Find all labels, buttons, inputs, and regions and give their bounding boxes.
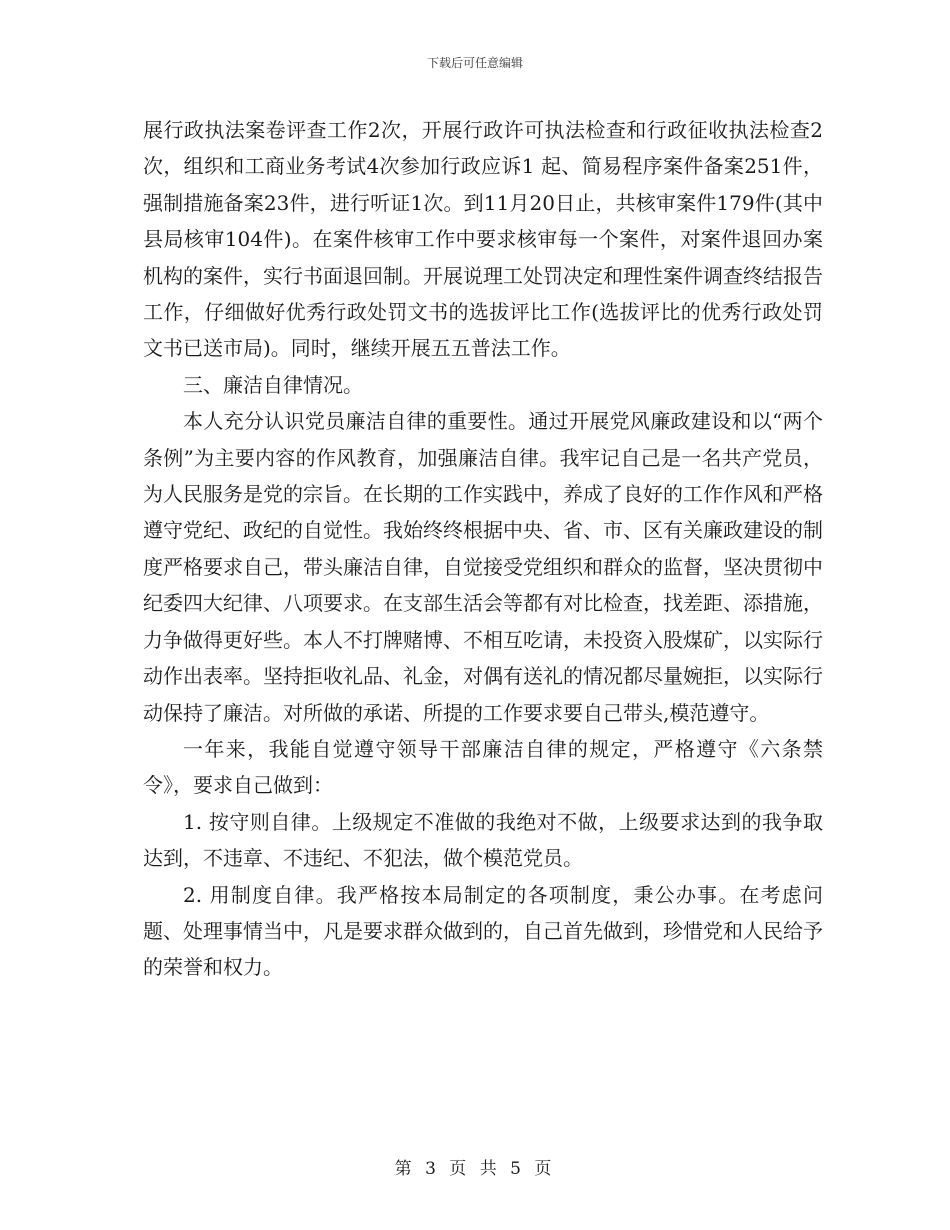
- paragraph: 本人充分认识党员廉洁自律的重要性。通过开展党风廉政建设和以“两个条例”为主要内容的作风教育，加强廉洁自律。我牢记自己是一名共产党员，为人民服务是党的宗旨。在长期的工作实践中，养成了良好的工作作风和严格遵守党纪、政纪的自觉性。我始终终根据中央、省、市、区有关廉政建设的制度严格要求自己，带头廉洁自律，自觉接受党组织和群众的监督，坚决贯彻中纪委四大纪律、八项要求。在支部生活会等都有对比检查，找差距、添措施，力争做得更好些。本人不打牌赌博、不相互吃请，未投资入股煤矿，以实际行动作出表率。坚持拒收礼品、礼金，对偶有送礼的情况都尽量婉拒，以实际行动保持了廉洁。对所做的承诺、所提的工作要求要自己带头,模范遵守。: [143, 409, 823, 725]
- document-body: [143, 112, 823, 986]
- page-number: 第 3 页 共 5 页: [394, 1159, 556, 1179]
- section-heading: 三、廉洁自律情况。: [183, 372, 363, 397]
- page-header: 下载后可任意编辑: [426, 56, 523, 70]
- paragraph: 一年来，我能自觉遵守领导干部廉洁自律的规定，严格遵守《六条禁令》，要求自己做到：: [143, 736, 823, 798]
- list-item: 2. 用制度自律。我严格按本局制定的各项制度，秉公办事。在考虑问题、处理事情当中，凡是要求群众做到的，自己首先做到，珍惜党和人民给予的荣誉和权力。: [143, 882, 823, 980]
- list-item: 1. 按守则自律。上级规定不准做的我绝对不做，上级要求达到的我争取达到，不违章、不违纪、不犯法，做个模范党员。: [143, 809, 823, 871]
- paragraph-continuation: 展行政执法案卷评查工作2次，开展行政许可执法检查和行政征收执法检查2次，组织和工商业务考试4次参加行政应诉1 起、简易程序案件备案251件，强制措施备案23件，进行听证1次。到11月20日止，共核审案件179件(其中县局核审104件)。在案件核审工作中要求核审每一个案件，对案件退回办案机构的案件，实行书面退回制。开展说理工处罚决定和理性案件调查终结报告工作，仔细做好优秀行政处罚文书的选拔评比工作(选拔评比的优秀行政处罚文书已送市局)。同时，继续开展五五普法工作。: [143, 118, 823, 361]
